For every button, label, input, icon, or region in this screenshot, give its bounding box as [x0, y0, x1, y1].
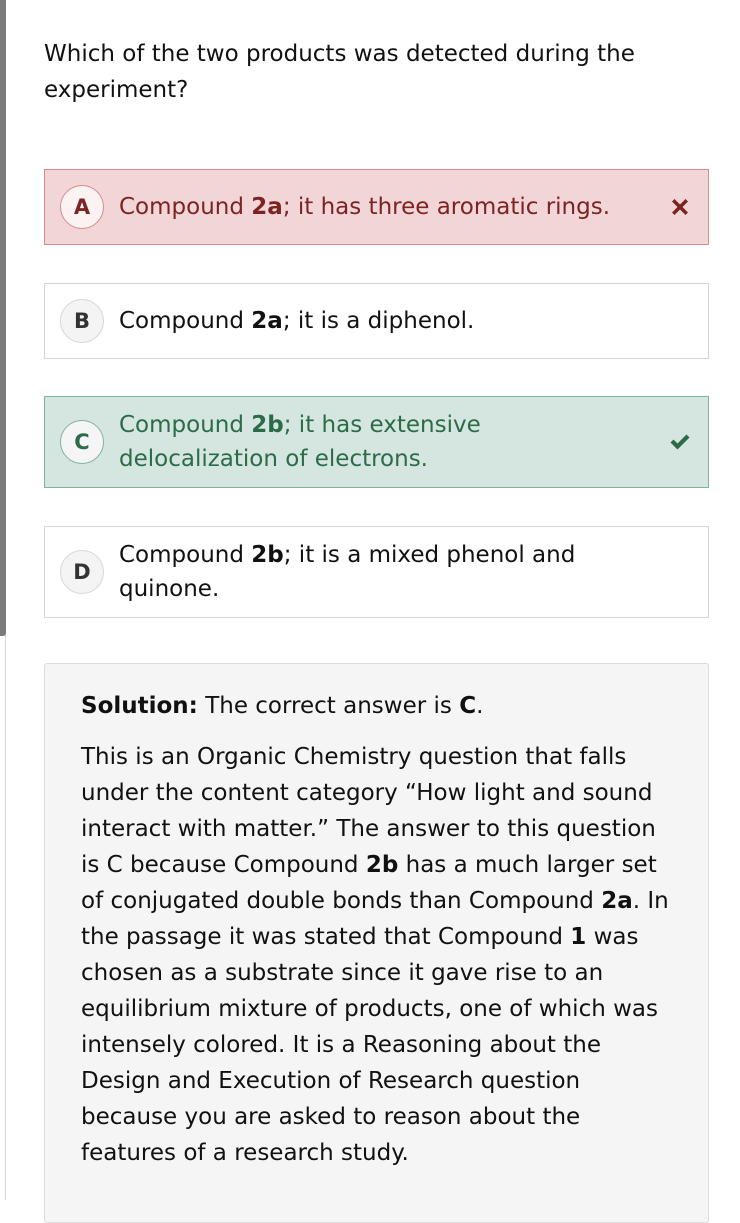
solution-panel: [44, 663, 709, 1223]
option-letter-badge: D: [60, 550, 104, 594]
solution-explanation: This is an Organic Chemistry question that falls under the content category “How light and sound interact with matter.” The answer to this question is C because Compound 2b has a much larger set of conjugated double bonds than Compound 2a. In the passage it was stated that Compound 1 was chosen as a substrate since it gave rise to an equilibrium mixture of products, one of which was intensely colored. It is a Reasoning about the Design and Execution of Research question because you are asked to reason about the features of a research study.: [81, 744, 669, 1166]
option-letter-badge: A: [60, 185, 104, 229]
option-text: Compound 2a; it has three aromatic rings.: [119, 194, 611, 220]
option-text: Compound 2b; it has extensive delocalization of electrons.: [119, 412, 481, 472]
option-b[interactable]: [44, 283, 709, 359]
option-text: Compound 2b; it is a mixed phenol and quinone.: [119, 542, 576, 602]
checkmark-icon: [668, 430, 692, 454]
solution-summary: Solution: The correct answer is C.: [81, 693, 484, 719]
option-text: Compound 2a; it is a diphenol.: [119, 308, 475, 334]
option-letter-badge: C: [60, 420, 104, 464]
option-c[interactable]: [44, 396, 709, 488]
close-icon: [668, 195, 692, 219]
option-letter-badge: B: [60, 299, 104, 343]
option-a[interactable]: [44, 169, 709, 245]
question-text: Which of the two products was detected during the experiment?: [44, 41, 635, 103]
option-d[interactable]: [44, 526, 709, 618]
scrollbar-thumb[interactable]: [0, 0, 6, 636]
scrollbar-track[interactable]: [0, 0, 6, 1200]
